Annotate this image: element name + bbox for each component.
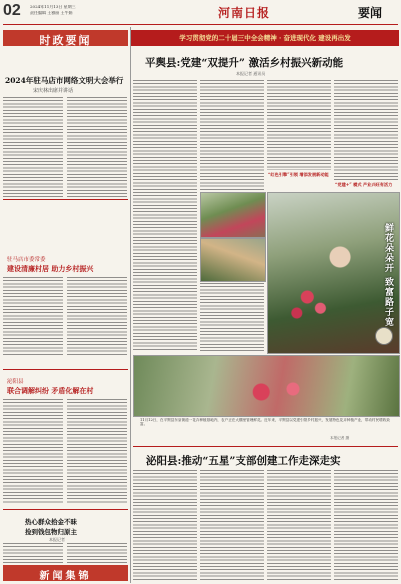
article2-body-2 (67, 277, 127, 357)
masthead (0, 0, 401, 28)
bottom-text-col-3 (267, 470, 331, 582)
article4-subtitle: 捡到钱包物归原主 (25, 528, 77, 536)
photo-flower-greenhouse (200, 192, 266, 238)
main-text-lower-2 (200, 283, 264, 352)
article2-kicker: 驻马店市委常委 (7, 257, 46, 263)
photo-flower-farmer (267, 192, 400, 354)
bottom-text-col-2 (200, 470, 264, 582)
vertical-caption: 鲜花朵朵开 致富路子宽 (383, 223, 393, 328)
rule-3 (3, 509, 128, 510)
bottom-text-col-4 (334, 470, 398, 582)
article4-body (3, 543, 63, 563)
bottom-article-title[interactable]: 泌阳县:推动“五星”支部创建工作走深走实 (146, 455, 341, 467)
section-banner (3, 30, 128, 46)
main-article-title[interactable]: 平舆县:党建“双提升” 激活乡村振兴新动能 (145, 57, 344, 69)
masthead-logo: 河南日报 (218, 6, 271, 20)
photo-caption: 11月12日，在平舆县东皇街道一花卉种植基地内，农户正在大棚里管理鲜花。近年来，平舆县以党建引领乡村振兴，发展特色花卉种植产业，带动村民增收致富。 (140, 418, 390, 427)
bottom-text-col-1 (133, 470, 197, 582)
main-article-byline: 本报记者 通讯员 (236, 71, 266, 76)
article1-body-2 (67, 97, 127, 197)
theme-banner (131, 30, 399, 46)
editor-line: 责任编辑 王雅丽 王牛娟 (30, 11, 73, 15)
left-column (3, 27, 128, 583)
photo-workers (200, 238, 266, 282)
article1-body (3, 97, 63, 197)
article1-title[interactable]: 2024年驻马店市网络文明大会举行 (5, 76, 124, 85)
article4-title[interactable]: 热心群众拾金不昧 (25, 518, 77, 526)
article1-subtitle: 宋庆林出席并讲话 (33, 88, 74, 94)
article2-body (3, 277, 63, 357)
main-text-col-2 (200, 80, 264, 190)
article4-byline: 本报记者 (49, 537, 65, 542)
page-number: 02 (3, 2, 21, 19)
article3-body-2 (67, 399, 127, 503)
article2-title[interactable]: 建设清廉村居 助力乡村振兴 (7, 264, 94, 273)
rule-main-bottom (133, 446, 398, 447)
main-text-col-1 (133, 80, 197, 190)
section-head-2: “党建+” 模式 产业兴旺有活力 (335, 182, 393, 187)
rule-2 (3, 369, 128, 370)
photo-greenhouse-wide (133, 355, 400, 417)
main-text-lower-1 (133, 192, 197, 352)
photo-credit: 本报记者 摄 (330, 436, 350, 440)
article3-title[interactable]: 联合调解纠纷 矛盾化解在村 (7, 386, 94, 395)
main-text-col-3 (267, 80, 331, 170)
date-line: 2024年11月13日 星期三 (30, 5, 76, 9)
article3-body (3, 399, 63, 503)
logo-badge (375, 327, 393, 345)
masthead-rule (3, 24, 398, 25)
rule-1 (3, 199, 128, 200)
news-roundup-banner (3, 565, 128, 581)
article3-kicker: 泌阳县 (7, 379, 24, 385)
section-banner-text: 时政要闻 (39, 34, 92, 47)
section-head-1: “红色引擎”引领 增添发展新动能 (268, 172, 329, 177)
column-divider (130, 27, 131, 583)
main-text-col-4 (334, 80, 398, 180)
theme-banner-text: 学习贯彻党的二十届三中全会精神 · 奋进现代化 建设再出发 (179, 34, 351, 42)
news-roundup-text: 新闻集锦 (39, 571, 92, 582)
section-title: 要闻 (358, 6, 383, 20)
article4-body-2 (67, 543, 127, 563)
